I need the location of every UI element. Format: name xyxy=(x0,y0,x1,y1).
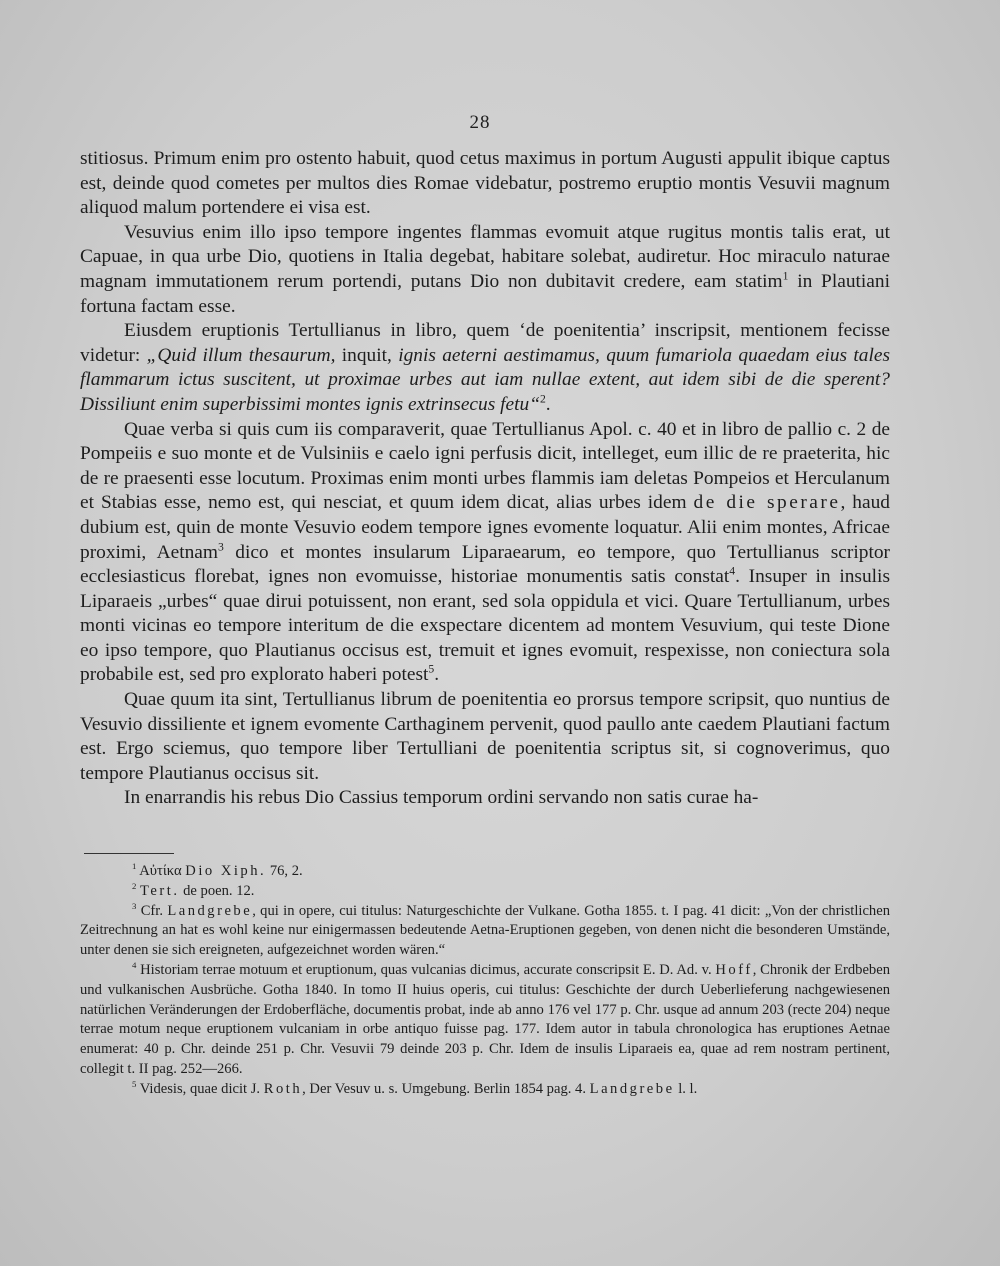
footnote-3-text: , qui in opere, cui titulus: Naturgeschichte der Vulkane. Gotha 1855. t. I pag. 41 dicit: „Von der christlichen Zeitrechnung an hat es wohl keine nur einigermassen bedeutende Aetna-Eruptionen gegeben, von denen nicht die besonderen Umstände, unter denen sie sich ereigneten, aufgezeichnet worden wären.“ xyxy=(80,902,890,959)
tertullian-quote-start: „Quid illum thesaurum, xyxy=(146,344,336,366)
footnote-5-end: l. l. xyxy=(674,1080,698,1097)
paragraph-3-end: . xyxy=(545,393,551,415)
main-text xyxy=(80,147,890,811)
footnote-5-author-2: Landgrebe xyxy=(589,1080,675,1097)
footnote-2 xyxy=(80,882,890,902)
footnote-5-text-a: Videsis, quae dicit J. xyxy=(136,1080,264,1097)
footnote-ref-4: 4 xyxy=(729,564,736,578)
paragraph-5: Quae quum ita sint, Tertullianus librum de poenitentia eo prorsus tempore scripsit, quo nuntius de Vesuvio dissiliente et ignem evomente Carthaginem pervenit, quod paullo ante caedem Plautiani factum est. Ergo sciemus, quo tempore liber Tertulliani de poenitentia scriptus sit, si cognoverimus, quo tempore Plautianus occisus sit. xyxy=(80,689,890,784)
footnote-1-ref: 76, 2. xyxy=(266,863,303,879)
paragraph-1: stitiosus. Primum enim pro ostento habuit, quod cetus maximus in portum Augusti appulit ibique captus est, deinde quod cometes per multos dies Romae videbatur, postremo eruptio montis Vesuvii magnum aliquod malum portendere ei visa est. xyxy=(80,148,890,219)
footnote-4-text-a: Historiam terrae motuum et eruptionum, quas vulcanias dicimus, accurate conscripsit E. D. Ad. v. xyxy=(136,961,716,978)
footnote-1-author: Dio Xiph. xyxy=(185,863,267,879)
footnote-5 xyxy=(80,1080,890,1100)
footnote-ref-1: 1 xyxy=(782,269,789,283)
paragraph-3-text: Eiusdem eruptionis Tertullianus in libro, quem ‘de poenitentia’ inscripsit, mentionem fecisse videtur: xyxy=(80,320,890,366)
footnote-divider xyxy=(84,853,174,854)
footnote-2-mark: 2 xyxy=(132,880,137,891)
paragraph-3 xyxy=(80,319,890,417)
paragraph-4-text-c: dico et montes insularum Liparaearum, eo tempore, quo Tertullianus scriptor ecclesiasticus florebat, ignes non evomuisse, historiae monumentis satis constat xyxy=(80,541,890,588)
footnote-3 xyxy=(80,902,890,961)
paragraph-2-text: Vesuvius enim illo ipso tempore ingentes flammas evomuit atque rugitus montis talis erat, ut Capuae, in qua urbe Dio, quotiens in Italia degebat, habitare solebat, audiretur. Hoc miraculo naturae magnam immutationem rerum portendi, putans Dio non dubitavit credere, eam statim xyxy=(80,221,890,292)
paragraph-4 xyxy=(80,418,890,689)
footnote-1 xyxy=(80,862,890,882)
footnote-5-text-b: , Der Vesuv u. s. Umgebung. Berlin 1854 pag. 4. xyxy=(302,1080,590,1097)
spaced-phrase: de die sperare xyxy=(693,492,841,514)
footnote-ref-5: 5 xyxy=(428,663,435,676)
tertullian-quote: ignis aeterni aestimamus, quum fumariola quaedam eius tales flammarum ictus suscitent, ut proximae urbes aut iam nullae extent, aut idem sibi de die sperent? Dissiliunt enim superbissimi montes ignis extrinsecus fetu“ xyxy=(80,344,891,415)
footnote-ref-2: 2 xyxy=(539,392,546,406)
footnote-4-author: Hoff xyxy=(715,961,753,978)
paragraph-6: In enarrandis his rebus Dio Cassius temporum ordini servando non satis curae ha- xyxy=(124,787,759,809)
paragraph-4-text-d: . Insuper in insulis Liparaeis „urbes“ quae dirui potuissent, non erant, sed sola oppidula et vici. Quare Tertullianum, urbes monti vicinas eo tempore interitum de die exspectare dicentem ad montem Vesuvium, qui teste Dione eo ipso tempore, quo Plautianus occisus est, tremuit et ignes evomuit, respexisse, non coniectura sola probabile est, sed pro explorato haberi potest xyxy=(80,566,890,686)
footnote-1-greek: Αὐτίκα xyxy=(136,863,186,879)
footnote-2-ref: de poen. 12. xyxy=(179,882,255,899)
page-number: 28 xyxy=(469,112,491,133)
footnote-3-mark: 3 xyxy=(132,900,137,911)
paragraph-4-text-b: , haud dubium est, quin de monte Vesuvio eodem tempore ignes evomente loquatur. Alii enim montes, Africae proximi, Aetnam xyxy=(80,492,890,563)
footnote-4-mark: 4 xyxy=(132,960,137,971)
footnote-3-cfr: Cfr. xyxy=(136,902,168,919)
footnote-4 xyxy=(80,961,890,1080)
footnotes xyxy=(80,862,890,1100)
footnote-1-mark: 1 xyxy=(132,861,137,872)
paragraph-2-end: in Plautiani fortuna factam esse. xyxy=(80,270,890,317)
footnote-ref-3: 3 xyxy=(218,540,224,554)
paragraph-2 xyxy=(80,221,890,319)
footnote-2-author: Tert. xyxy=(140,882,180,899)
footnote-5-mark: 5 xyxy=(132,1078,137,1089)
paragraph-4-text-a: Quae verba si quis cum iis comparaverit, quae Tertullianus Apol. c. 40 et in libro de pallio c. 2 de Pompeiis e suo monte et de Vulsiniis e caelo igni perfusis dicit, intelleget, eum illic de re praeterita, hic de re praesenti esse locutum. Proximas enim monti urbes flammis iam deletas Pompeios et Herculanum et Stabias esse, nemo est, qui nesciat, et quum idem dicat, alias urbes idem xyxy=(80,418,890,514)
paragraph-4-end: . xyxy=(434,664,440,686)
paragraph-3-inquit: inquit, xyxy=(335,344,399,366)
footnote-5-author: Roth xyxy=(263,1080,303,1097)
footnote-4-text-b: , Chronik der Erdbeben und vulkanischen Ausbrüche. Gotha 1840. In tomo II huius operis, cui titulus: Geschichte der durch Ueberlieferung nachgewiesenen natürlichen Veränderungen der Erdoberfläche, documentis probat, inde ab anno 176 vel 177 p. Chr. usque ad annum 203 (recte 204) neque terrae motum neque eruptionem vulcaniam in orbe antiquo fuisse pag. 177. Idem autor in tabula chronologica has eruptiones Aetnae enumerat: 40 p. Chr. deinde 251 p. Chr. Vesuvii 79 deinde 203 p. Chr. Idem de insulis Liparaeis ea, quae ad rem nostram pertinent, collegit t. II pag. 252—266. xyxy=(80,961,890,1077)
footnote-3-author: Landgrebe xyxy=(167,902,253,919)
